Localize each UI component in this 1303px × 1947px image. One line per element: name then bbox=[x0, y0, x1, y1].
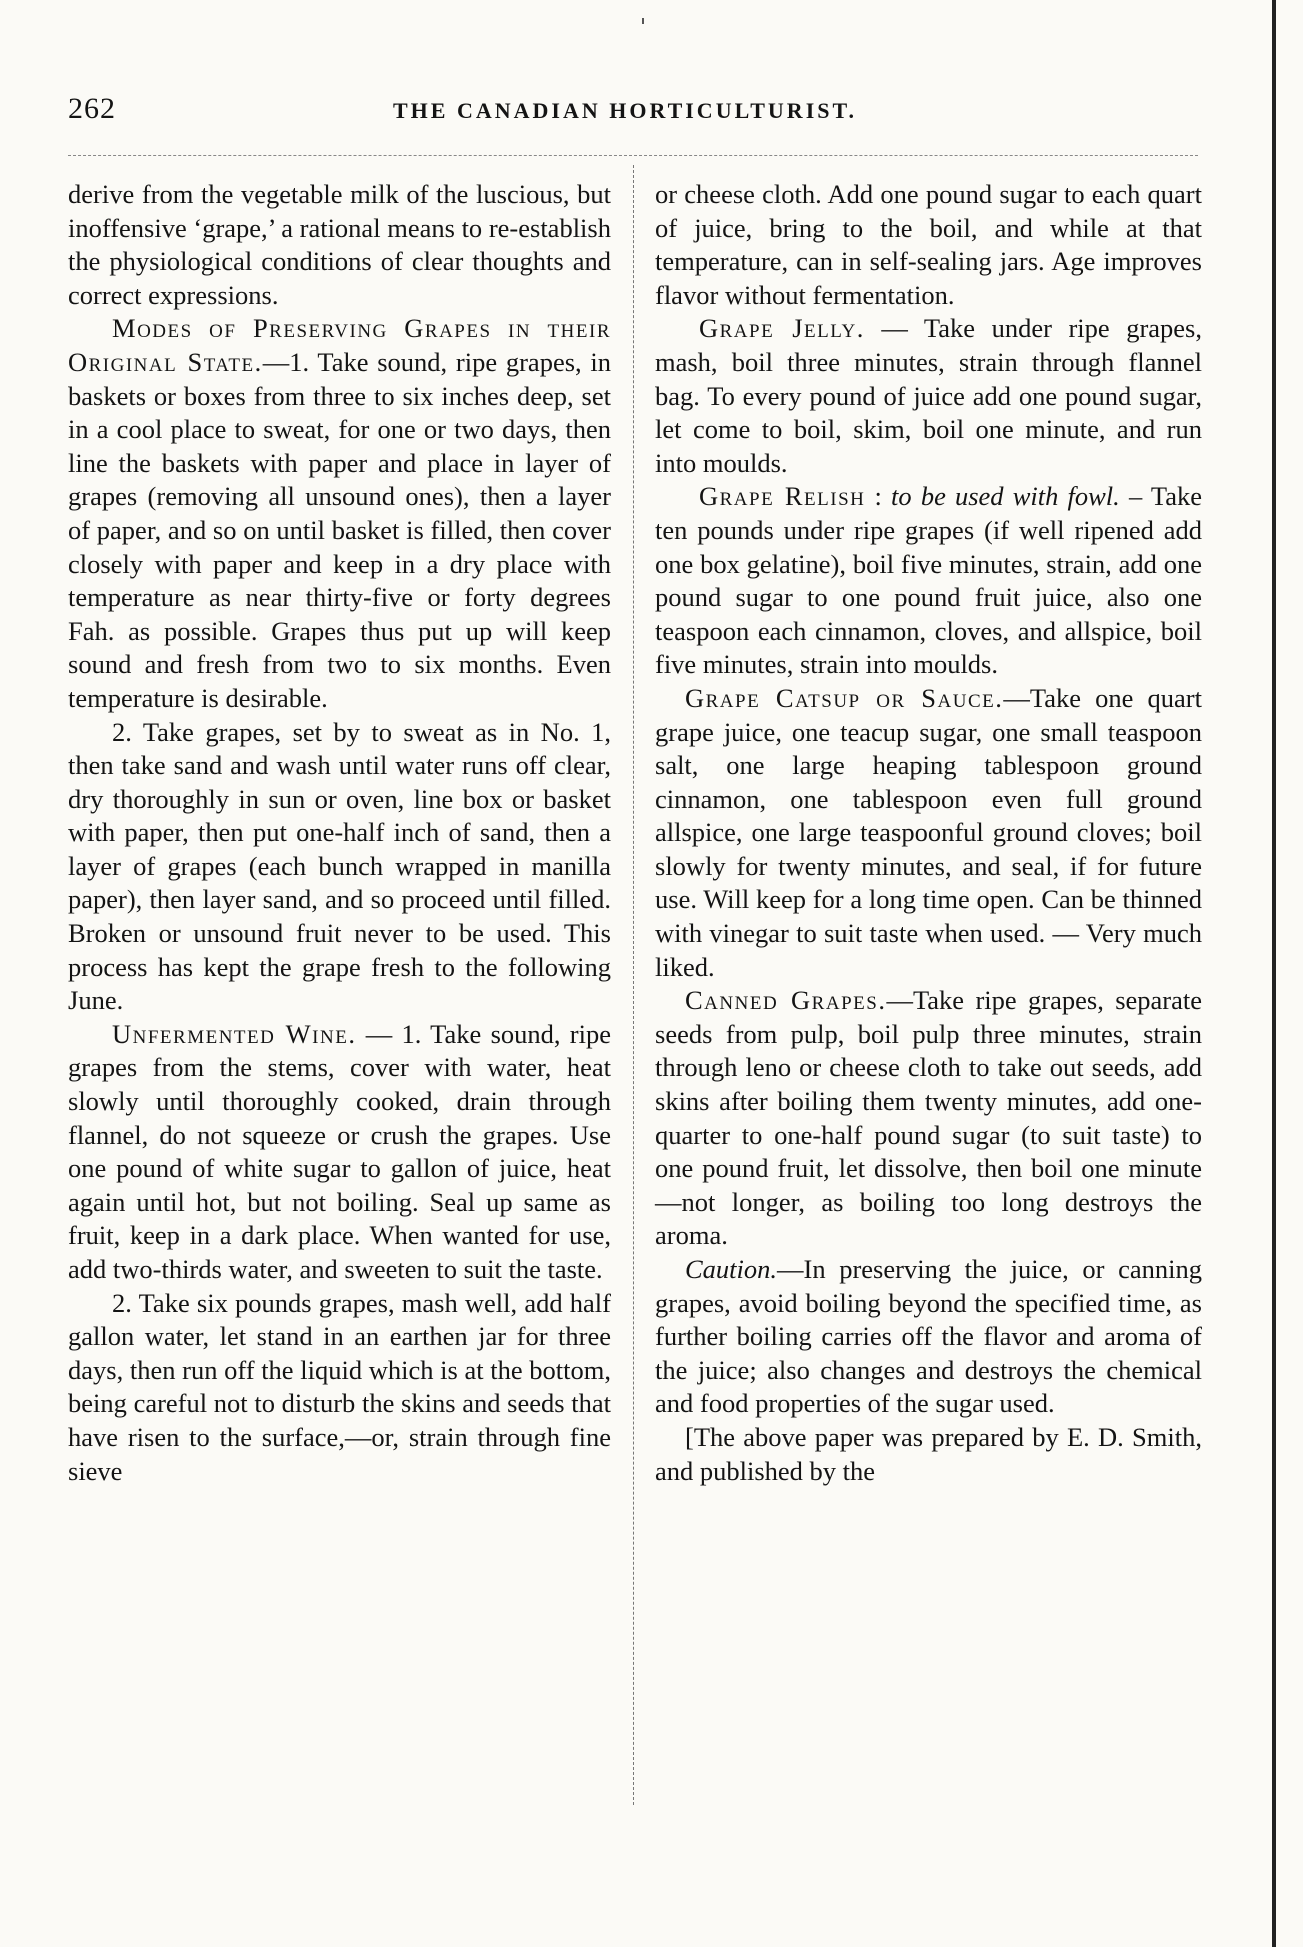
running-title: THE CANADIAN HORTICULTURIST. bbox=[393, 98, 858, 123]
page-edge bbox=[1272, 0, 1276, 1947]
paragraph-text: —1. Take sound, ripe grapes, in baskets or boxes from three to six inches deep, set in a cool place to sweat, for one or two days, then line the baskets with paper and place in layer of grapes (removing all unsound ones), then a layer of paper, and so on until basket is filled, then cover closely with paper and keep in a dry place with temperature as near thirty-five or forty degrees Fah. as possible. Grapes thus put up will keep sound and fresh from two to six months. Even temperature is desirable. bbox=[68, 346, 611, 713]
paragraph bbox=[68, 312, 611, 715]
column-divider bbox=[633, 165, 634, 1805]
caution-label: Caution. bbox=[685, 1254, 778, 1284]
section-heading: Canned Grapes. bbox=[685, 985, 887, 1016]
paragraph bbox=[655, 1253, 1202, 1421]
paragraph-text: – Take ten pounds under ripe grapes (if well ripened add one box gelatine), boil five minutes, strain, add one pound sugar to one pound fruit juice, also one teaspoon each cinnamon, cloves, and allspice, boil five minutes, strain into moulds. bbox=[655, 481, 1202, 680]
paragraph: 2. Take six pounds grapes, mash well, add half gallon water, let stand in an earthen jar for three days, then run off the liquid which is at the bottom, being careful not to disturb the skins and seeds that have risen to the surface,—or, strain through fine sieve bbox=[68, 1287, 611, 1486]
paragraph bbox=[655, 480, 1202, 682]
paragraph bbox=[655, 984, 1202, 1253]
subtitle-italic: to be used with fowl. bbox=[891, 481, 1120, 512]
paragraph: derive from the vegetable milk of the luscious, but inoffensive ‘grape,’ a rational means to re-establish the physiological conditions of clear thoughts and correct expressions. bbox=[68, 179, 611, 310]
separator: : bbox=[865, 481, 892, 512]
section-heading: Unfermented Wine. bbox=[112, 1018, 357, 1049]
section-heading: Grape Relish bbox=[699, 481, 866, 512]
paragraph-text: —Take one quart grape juice, one teacup sugar, one small teaspoon salt, one large heaping tablespoon ground cinnamon, one tablespoon even full ground allspice, one large teaspoonful ground cloves; boil slowly for twenty minutes, and seal, if for future use. Will keep for a long time open. Can be thinned with vinegar to suit taste when used. — Very much liked. bbox=[655, 682, 1202, 982]
top-mark bbox=[642, 18, 644, 24]
left-column bbox=[68, 178, 611, 1488]
page-header bbox=[68, 92, 1218, 132]
paragraph bbox=[655, 682, 1202, 984]
paragraph-text: — 1. Take sound, ripe grapes from the stems, cover with water, heat slowly until thoroughly cooked, drain through flannel, do not squeeze or crush the grapes. Use one pound of white sugar to gallon of juice, heat again until hot, but not boiling. Seal up same as fruit, keep in a dark place. When wanted for use, add two-thirds water, and sweeten to suit the taste. bbox=[68, 1018, 611, 1284]
paragraph: 2. Take grapes, set by to sweat as in No. 1, then take sand and wash until water runs off clear, dry thoroughly in sun or oven, line box or basket with paper, then put one-half inch of sand, then a layer of grapes (each bunch wrapped in manilla paper), then layer sand, and so proceed until filled. Broken or unsound fruit never to be used. This process has kept the grape fresh to the following June. bbox=[68, 716, 611, 1016]
paragraph: [The above paper was prepared by E. D. Smith, and published by the bbox=[655, 1421, 1202, 1486]
paragraph bbox=[68, 1018, 611, 1287]
right-column bbox=[655, 178, 1202, 1488]
paragraph bbox=[655, 312, 1202, 480]
page-number: 262 bbox=[68, 92, 116, 125]
paragraph-text: — Take under ripe grapes, mash, boil three minutes, strain through flannel bag. To every pound of juice add one pound sugar, let come to boil, skim, boil one minute, and run into moulds. bbox=[655, 313, 1202, 478]
paragraph-text: —In preserving the juice, or canning grapes, avoid boiling beyond the specified time, as further boiling carries off the flavor and aroma of the juice; also changes and destroys the chemical and food properties of the sugar used. bbox=[655, 1254, 1202, 1419]
header-rule bbox=[68, 155, 1198, 156]
section-heading: Modes of Preserving Grapes in their Original State. bbox=[68, 313, 611, 377]
section-heading: Grape Catsup or Sauce. bbox=[685, 682, 1004, 713]
paragraph-text: —Take ripe grapes, separate seeds from pulp, boil pulp three minutes, strain through leno or cheese cloth to take out seeds, add skins after boiling them twenty minutes, add one-quarter to one-half pound sugar (to suit taste) to one pound fruit, let dissolve, then boil one minute—not longer, as boiling too long destroys the aroma. bbox=[655, 985, 1202, 1251]
section-heading: Grape Jelly. bbox=[699, 313, 865, 344]
paragraph: or cheese cloth. Add one pound sugar to each quart of juice, bring to the boil, and while at that temperature, can in self-sealing jars. Age improves flavor without fermentation. bbox=[655, 179, 1202, 310]
